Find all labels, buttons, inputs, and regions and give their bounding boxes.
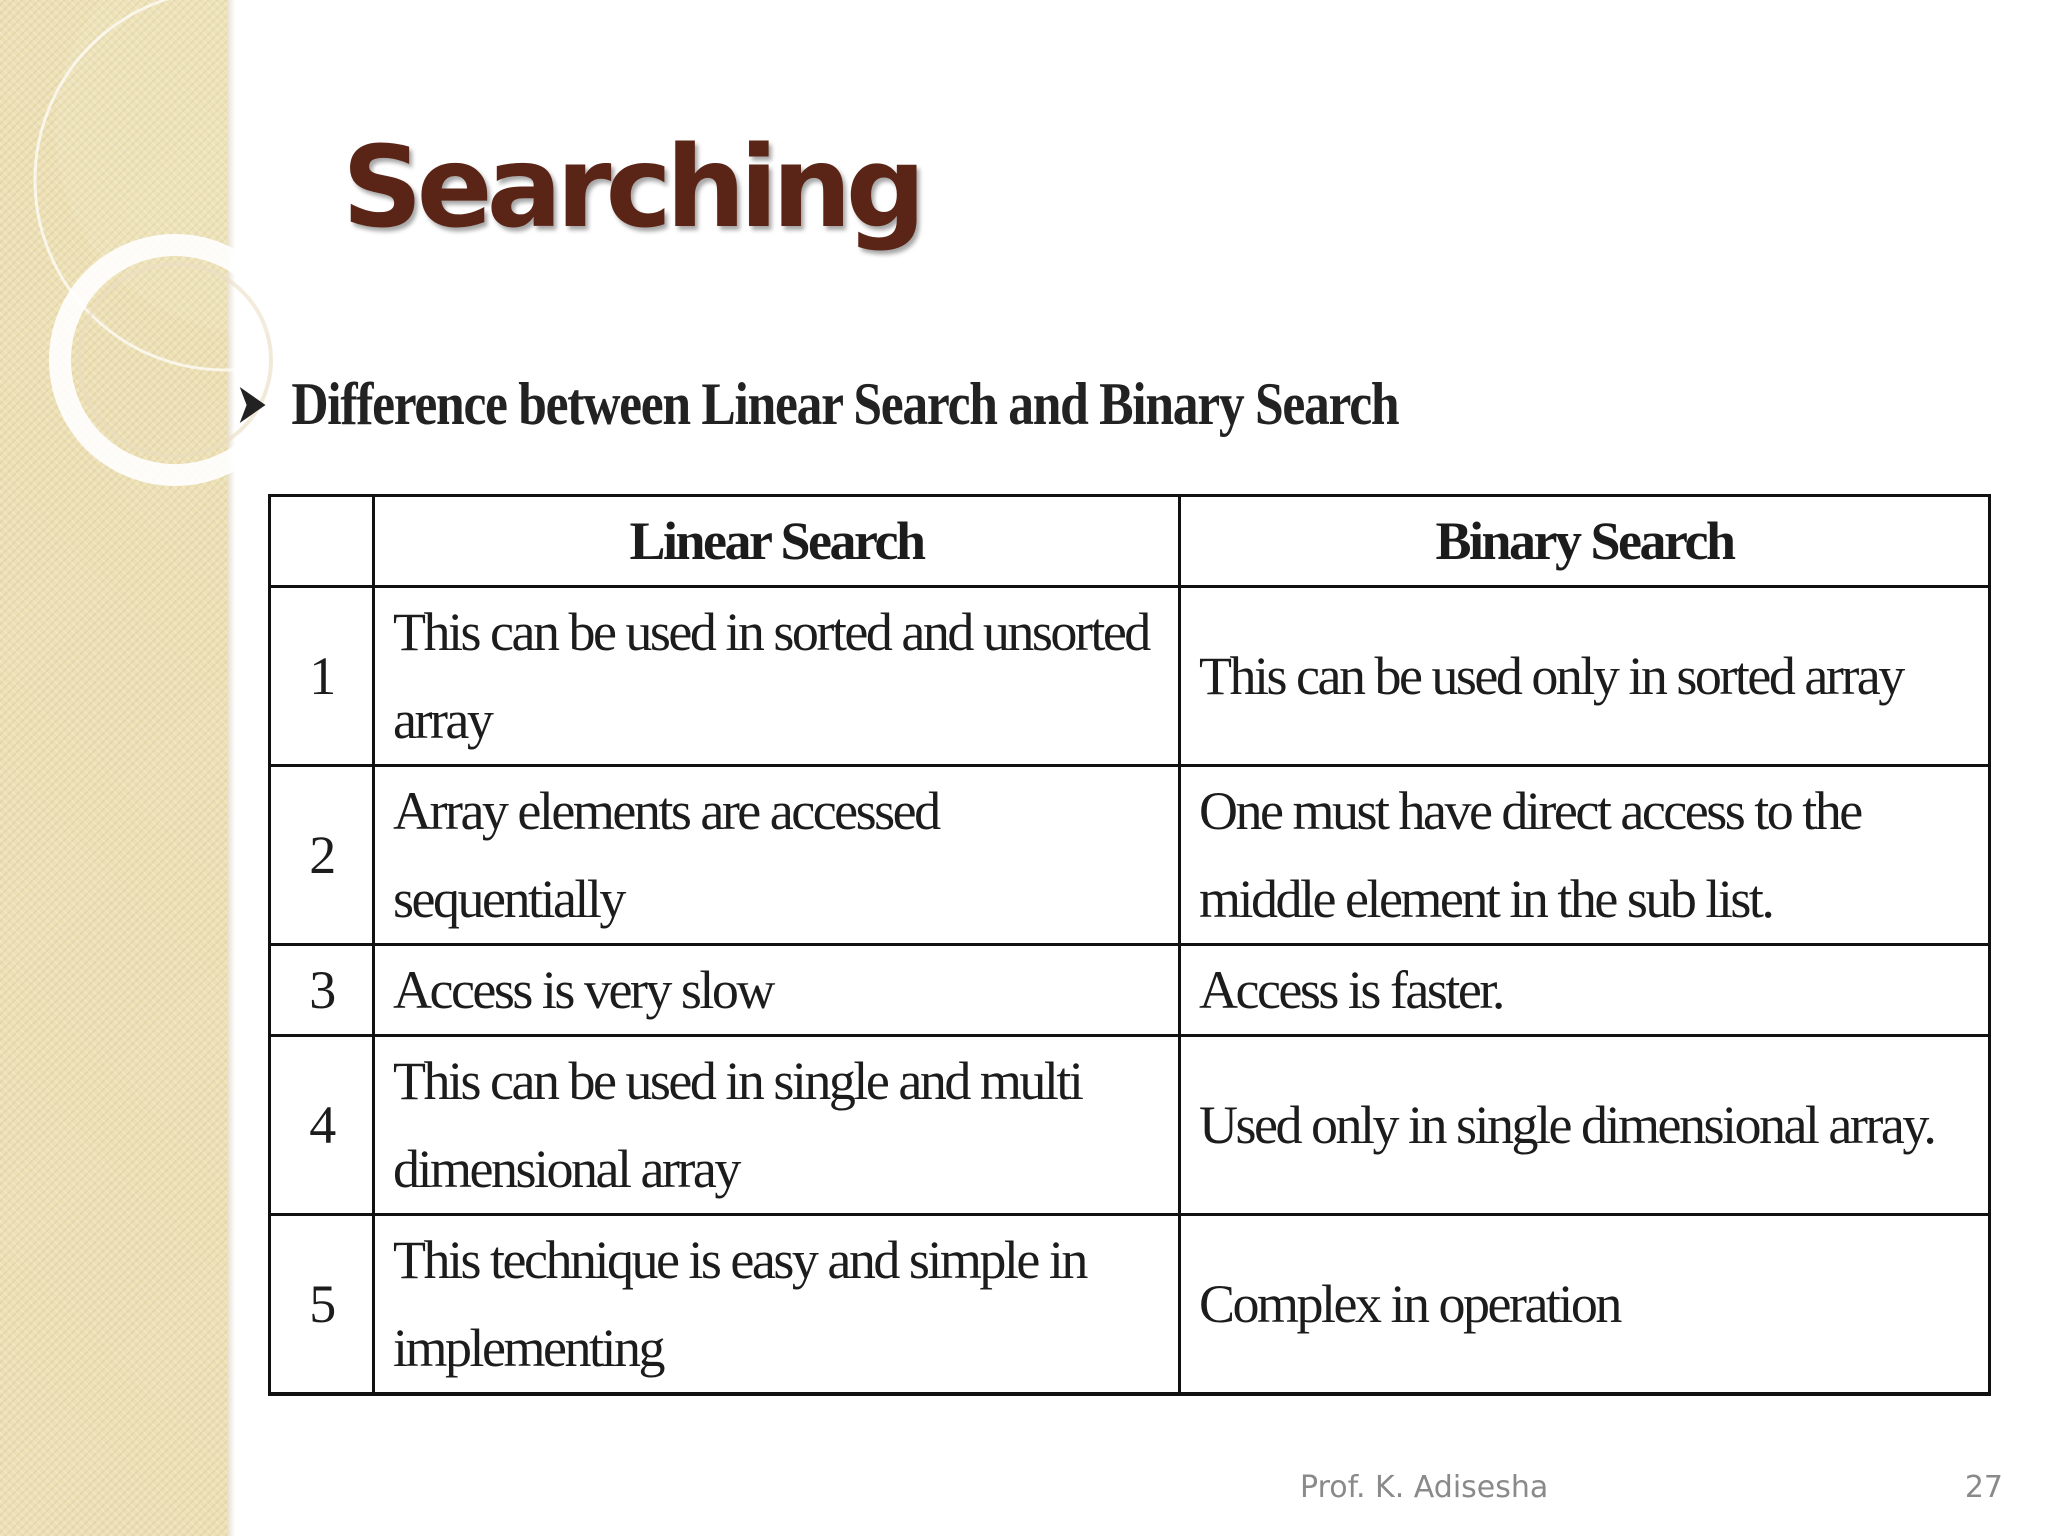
- footer-author: Prof. K. Adisesha: [1300, 1470, 1549, 1505]
- linear-cell: This technique is easy and simple in implementing: [374, 1215, 1180, 1395]
- binary-cell: Used only in single dimensional array.: [1180, 1036, 1990, 1215]
- linear-cell: Access is very slow: [374, 945, 1180, 1036]
- row-number: 3: [270, 945, 374, 1036]
- header-cell-linear: Linear Search: [374, 496, 1180, 587]
- row-number: 2: [270, 766, 374, 945]
- row-number: 5: [270, 1215, 374, 1395]
- binary-cell: One must have direct access to the middle element in the sub list.: [1180, 766, 1990, 945]
- subheading-line: [238, 370, 1398, 439]
- linear-cell: Array elements are accessed sequentially: [374, 766, 1180, 945]
- header-cell-index: [270, 496, 374, 587]
- binary-cell: This can be used only in sorted array: [1180, 587, 1990, 766]
- table-row: [270, 1215, 1990, 1395]
- table-row: [270, 1036, 1990, 1215]
- arrow-bullet-icon: [238, 383, 267, 427]
- row-number: 4: [270, 1036, 374, 1215]
- linear-cell: This can be used in single and multi dimensional array: [374, 1036, 1180, 1215]
- slide-title: Searching: [342, 123, 920, 253]
- table-header-row: [270, 496, 1990, 587]
- table-row: [270, 766, 1990, 945]
- binary-cell: Complex in operation: [1180, 1215, 1990, 1395]
- comparison-table: [268, 494, 1991, 1396]
- table-row: [270, 945, 1990, 1036]
- row-number: 1: [270, 587, 374, 766]
- ring-decoration: [0, 0, 620, 560]
- header-cell-binary: Binary Search: [1180, 496, 1990, 587]
- subheading-text: Difference between Linear Search and Binary Search: [291, 371, 1399, 437]
- linear-cell: This can be used in sorted and unsorted array: [374, 587, 1180, 766]
- table-row: [270, 587, 1990, 766]
- binary-cell: Access is faster.: [1180, 945, 1990, 1036]
- page-number: 27: [1964, 1470, 2003, 1505]
